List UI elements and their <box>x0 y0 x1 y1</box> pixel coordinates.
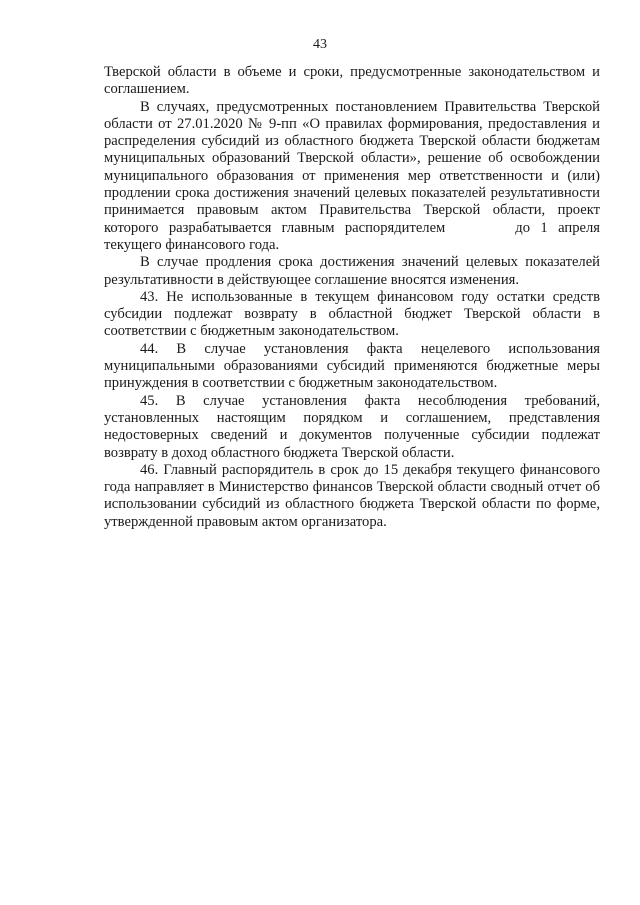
paragraph-exemption-text-before: В случаях, предусмотренных постановлением Правительства Тверской области от 27.01.2020 № 9-пп «О правилах формирования, предоставления и распределения субсидий из областного бюджета Тверской области бюджетам муниципальных образований Тверской области», решение об освобождении муниципального образования от применения мер ответственности и (или) продлении срока достижения значений целевых показателей результативности принимается правовым актом Правительства Тверской области, проект которого разрабатывается главным распорядителем <box>104 98 600 236</box>
paragraph-continuation: Тверской области в объеме и сроки, предусмотренные законодательством и соглашением. <box>104 64 600 98</box>
paragraph-44: 44. В случае установления факта нецелевого использования муниципальными образованиями субсидий применяются бюджетные меры принуждения в соответствии с бюджетным законодательством. <box>104 340 600 392</box>
paragraph-46: 46. Главный распорядитель в срок до 15 декабря текущего финансового года направляет в Министерство финансов Тверской области сводный отчет об использовании субсидий из областного бюджета Тверской области по форме, утвержденной правовым актом организатора. <box>104 461 600 530</box>
paragraph-43: 43. Не использованные в текущем финансовом году остатки средств субсидии подлежат возврату в областной бюджет Тверской области в соответствии с бюджетным законодательством. <box>104 288 600 340</box>
page-number: 43 <box>313 37 327 52</box>
paragraph-term-extension: В случае продления срока достижения значений целевых показателей результативности в действующее соглашение вносятся изменения. <box>104 254 600 288</box>
document-body <box>104 64 600 531</box>
paragraph-45: 45. В случае установления факта несоблюдения требований, установленных настоящим порядком и соглашением, представления недостоверных сведений и документов полученные субсидии подлежат возврату в доход областного бюджета Тверской области. <box>104 392 600 461</box>
paragraph-exemption-text-after: до 1 апреля текущего финансового года. <box>104 219 600 253</box>
paragraph-exemption-decision <box>104 99 600 255</box>
